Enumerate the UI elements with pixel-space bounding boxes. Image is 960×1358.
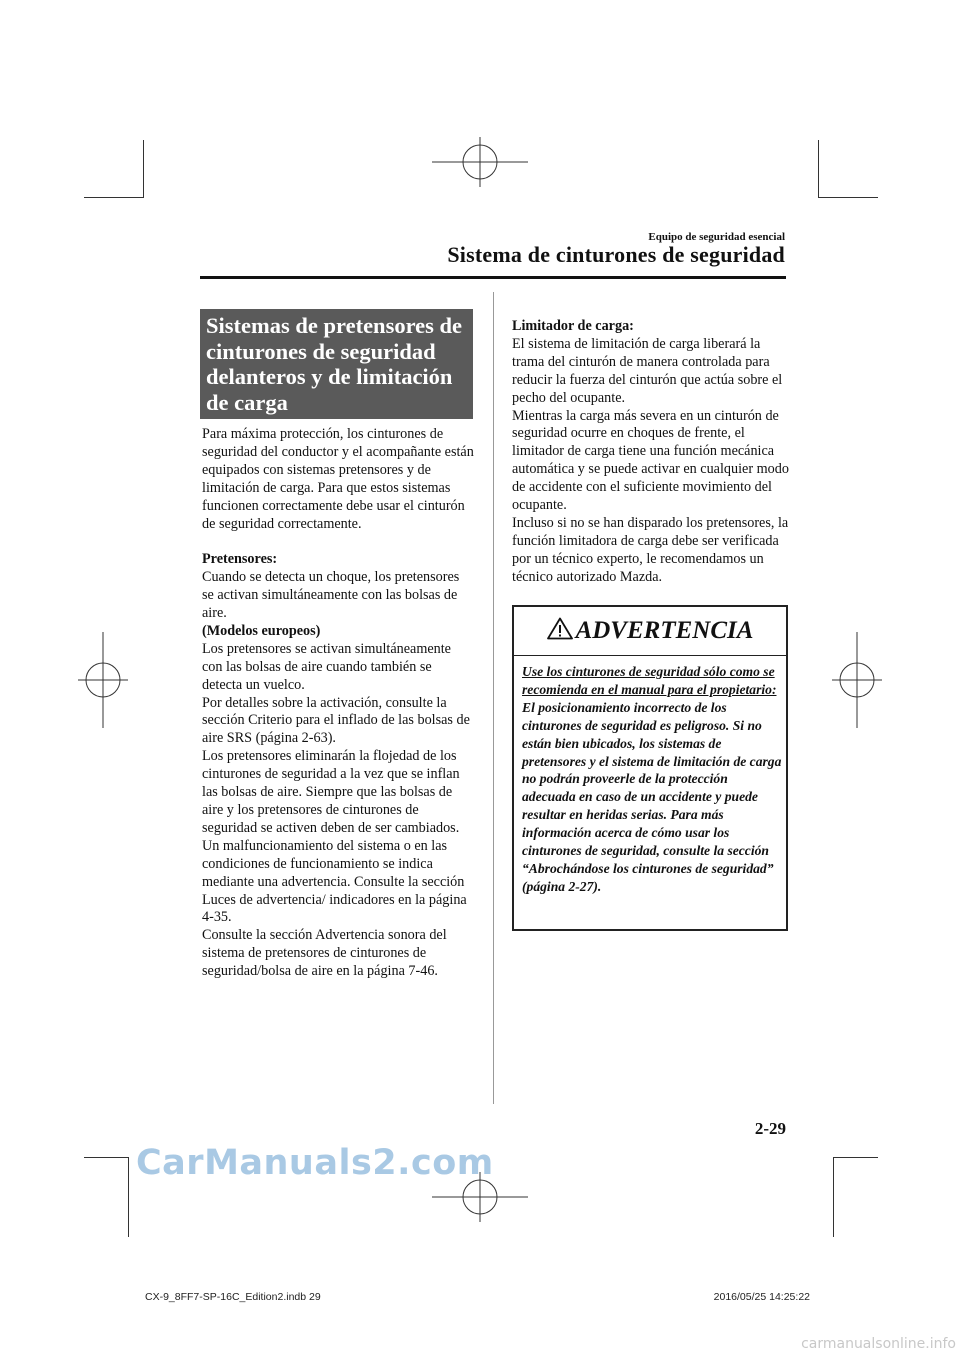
mientras-paragraph: Mientras la carga más severa en un cinturón de seguridad ocurre en choques de frente, el limitador de carga tiene una función mecánica automática y se puede activar en cualquier modo de accidente con el suficiente movimiento del ocupante.: [512, 407, 789, 514]
sonora-paragraph: Consulte la sección Advertencia sonora del sistema de pretensores de cinturones de seguridad/bolsa de aire en la página 7-46.: [202, 927, 447, 980]
page-number: 2-29: [754, 1119, 786, 1138]
right-column: [512, 318, 790, 587]
warning-rule: [514, 655, 786, 656]
warning-title: ADVERTENCIA: [575, 617, 754, 644]
registration-mark-left: [78, 632, 128, 728]
intro-paragraph: Para máxima protección, los cinturones de seguridad del conductor y el acompañante están equipados con sistemas pretensores y de limitación de carga. Para que estos sistemas funcionen correctamente debe usar el cinturón de seguridad correctamente.: [202, 426, 474, 532]
column-divider: [493, 292, 494, 1104]
malfuncion-paragraph: Un malfuncionamiento del sistema o en las condiciones de funcionamiento se indica mediante una advertencia. Consulte la sección Luces de advertencia/ indicadores en la página 4-35.: [202, 837, 467, 926]
header-title: Sistema de cinturones de seguridad: [447, 242, 785, 267]
site-watermark: carmanualsonline.info: [801, 1336, 956, 1352]
modelos-heading: (Modelos europeos): [202, 622, 321, 639]
registration-mark-top: [432, 137, 528, 187]
modelos-paragraph: Los pretensores se activan simultáneamente con las bolsas de aire cuando también se detecta un vuelco.: [202, 640, 451, 693]
warning-box: [512, 605, 788, 931]
warning-triangle-icon: [547, 617, 573, 640]
flojedad-paragraph: Los pretensores eliminarán la flojedad de los cinturones de seguridad a la vez que se inflan las bolsas de aire. Siempre que las bolsas de aire y los pretensores de cinturones de seguridad se activen deben de ser cambiados.: [202, 748, 460, 836]
pretensores-paragraph: Cuando se detecta un choque, los pretensores se activan simultáneamente con las bolsas de aire.: [202, 569, 460, 622]
pretensores-heading: Pretensores:: [202, 551, 278, 568]
watermark-logo: CarManuals2.com: [136, 1143, 494, 1183]
registration-mark-right: [832, 632, 882, 728]
warning-lead: Use los cinturones de seguridad sólo como se recomienda en el manual para el propietario:: [522, 664, 777, 697]
detalles-paragraph: Por detalles sobre la activación, consulte la sección Criterio para el inflado de las bolsas de aire SRS (página 2-63).: [202, 694, 470, 747]
left-column: [202, 426, 474, 981]
footer-timestamp: 2016/05/25 14:25:22: [713, 1291, 810, 1303]
warning-header: [514, 607, 786, 657]
warning-body: [522, 663, 784, 896]
limitador-heading: Limitador de carga:: [512, 318, 634, 334]
incluso-paragraph: Incluso si no se han disparado los pretensores, la función limitadora de carga debe ser verificada por un técnico experto, le recomendamos un técnico autorizado Mazda.: [512, 514, 789, 585]
footer-file-info: CX-9_8FF7-SP-16C_Edition2.indb 29: [145, 1291, 321, 1303]
section-heading: Sistemas de pretensores de cinturones de seguridad delanteros y de limitación de carga: [200, 309, 473, 419]
warning-text: El posicionamiento incorrecto de los cinturones de seguridad es peligroso. Si no están bien ubicados, los sistemas de pretensores y el sistema de limitación de carga no podrán proveerle de la protección adecuada en caso de un accidente y puede resultar en heridas serias. Para más información acerca de cómo usar los cinturones de seguridad, consulte la sección “Abrochándose los cinturones de seguridad” (página 2-27).: [522, 699, 782, 894]
header-subtitle: Equipo de seguridad esencial: [648, 231, 785, 243]
limitador-paragraph: El sistema de limitación de carga liberará la trama del cinturón de manera controlada para reducir la fuerza del cinturón que actúa sobre el pecho del ocupante.: [512, 335, 783, 406]
header-rule: [200, 276, 786, 279]
